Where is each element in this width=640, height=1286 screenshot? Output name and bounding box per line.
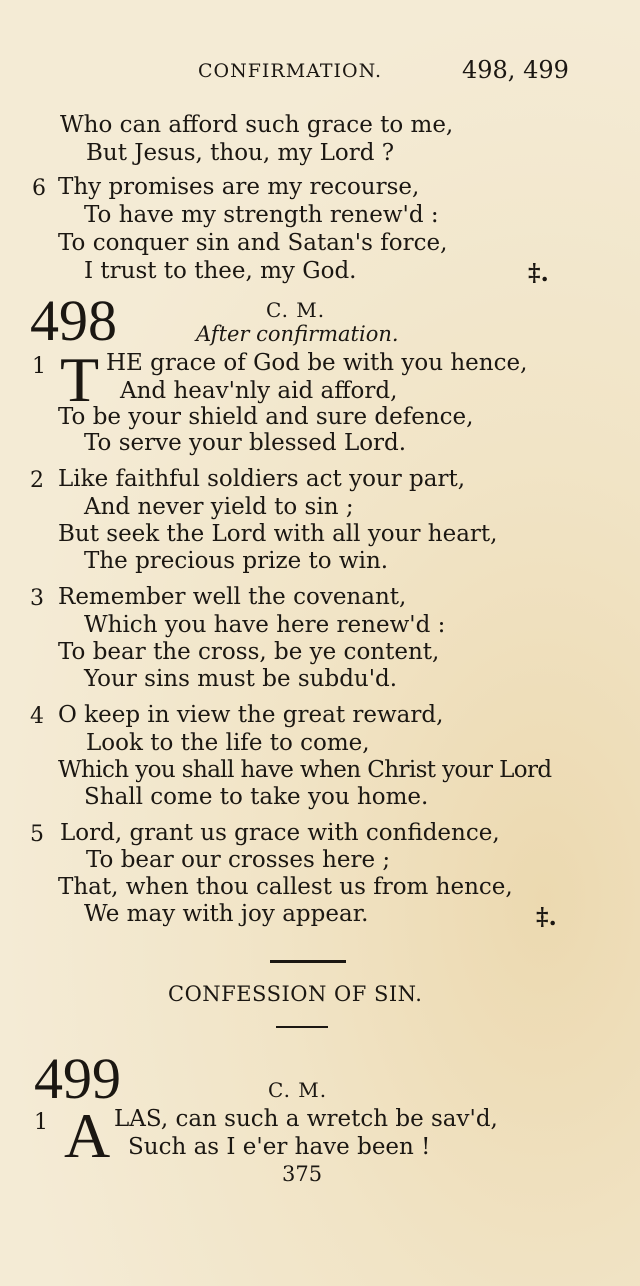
verse-line: Remember well the covenant, bbox=[58, 584, 407, 610]
hymn-subtitle: After confirmation. bbox=[196, 322, 399, 346]
hymn-number: 498 bbox=[30, 288, 117, 353]
verse-line: HE grace of God be with you hence, bbox=[106, 350, 528, 376]
verse-line: Shall come to take you home. bbox=[84, 784, 429, 810]
verse-line: O keep in view the great reward, bbox=[58, 702, 444, 728]
drop-cap: A bbox=[64, 1100, 111, 1171]
verse-line: To have my strength renew'd : bbox=[84, 202, 439, 228]
verse-line: And heav'nly aid afford, bbox=[120, 378, 398, 404]
verse-line: Which you have here renew'd : bbox=[84, 612, 446, 638]
verse-number: 1 bbox=[32, 354, 46, 379]
verse-line: To serve your blessed Lord. bbox=[84, 430, 407, 456]
verse-line: To conquer sin and Satan's force, bbox=[58, 230, 448, 256]
verse-line: I trust to thee, my God. bbox=[84, 258, 357, 284]
verse-line: Look to the life to come, bbox=[86, 730, 370, 756]
end-mark: ‡. bbox=[536, 902, 557, 931]
end-mark: ‡. bbox=[528, 258, 549, 287]
verse-line: To bear our crosses here ; bbox=[86, 847, 391, 873]
ornament-rule bbox=[276, 1026, 328, 1028]
page-number: 375 bbox=[282, 1162, 323, 1186]
hymn-range: 498, 499 bbox=[462, 56, 569, 84]
verse-line: Such as I e'er have been ! bbox=[128, 1134, 431, 1160]
verse-line: Like faithful soldiers act your part, bbox=[58, 466, 466, 492]
verse-number: 1 bbox=[34, 1110, 48, 1135]
running-title: CONFIRMATION. bbox=[198, 60, 383, 82]
verse-number: 2 bbox=[30, 468, 44, 493]
verse-line: To be your shield and sure defence, bbox=[58, 404, 474, 430]
verse-number: 3 bbox=[30, 586, 44, 611]
section-title: CONFESSION OF SIN. bbox=[168, 982, 423, 1006]
verse-line: And never yield to sin ; bbox=[84, 494, 354, 520]
verse-line: Lord, grant us grace with confidence, bbox=[60, 820, 500, 846]
verse-line: Who can afford such grace to me, bbox=[60, 112, 454, 138]
verse-line: Thy promises are my recourse, bbox=[58, 174, 420, 200]
drop-cap: T bbox=[60, 344, 100, 415]
hymn-meter: C. M. bbox=[268, 1078, 328, 1102]
verse-number: 5 bbox=[30, 822, 44, 847]
verse-line: To bear the cross, be ye content, bbox=[58, 639, 440, 665]
hymn-number: 499 bbox=[34, 1046, 121, 1111]
verse-number: 6 bbox=[32, 176, 46, 201]
verse-line: But seek the Lord with all your heart, bbox=[58, 521, 498, 547]
hymn-meter: C. M. bbox=[266, 298, 326, 322]
verse-number: 4 bbox=[30, 704, 44, 729]
verse-line: But Jesus, thou, my Lord ? bbox=[86, 140, 395, 166]
verse-line: The precious prize to win. bbox=[84, 548, 389, 574]
verse-line: We may with joy appear. bbox=[84, 901, 369, 927]
verse-line: LAS, can such a wretch be sav'd, bbox=[114, 1106, 498, 1132]
section-rule bbox=[270, 960, 346, 963]
verse-line: Which you shall have when Christ your Lord bbox=[58, 757, 552, 783]
verse-line: Your sins must be subdu'd. bbox=[84, 666, 398, 692]
verse-line: That, when thou callest us from hence, bbox=[58, 874, 513, 900]
